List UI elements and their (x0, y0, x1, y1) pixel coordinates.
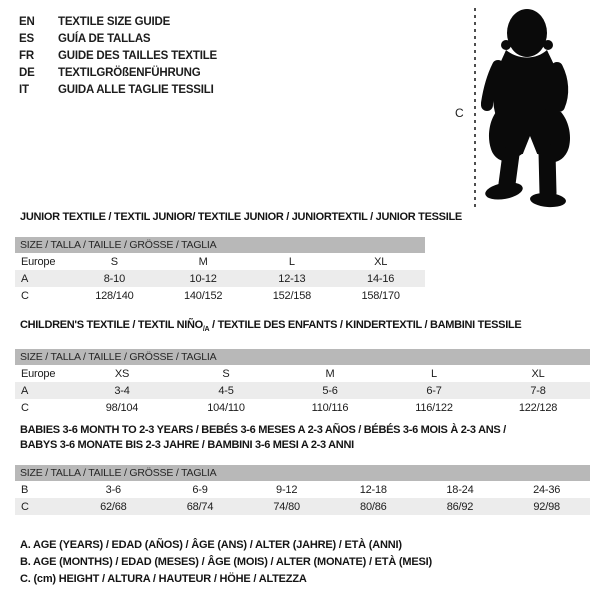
size-cell: 12-13 (248, 270, 337, 287)
legend-note-line: C. (cm) HEIGHT / ALTURA / HAUTEUR / HÖHE / ALTEZZA (20, 573, 307, 585)
table-row (15, 498, 590, 515)
row-label: Europe (21, 255, 56, 268)
height-measure-dotted-line (474, 8, 476, 208)
junior-textile-table (15, 237, 425, 304)
size-cell: L (431, 367, 437, 380)
language-code: IT (19, 83, 29, 96)
language-label: TEXTILE SIZE GUIDE (58, 15, 171, 28)
size-cell: XS (114, 367, 130, 380)
size-cell: 8-10 (70, 270, 159, 287)
row-label: A (15, 270, 70, 287)
size-cell: 110/116 (311, 401, 349, 414)
size-cell: 3-4 (70, 382, 174, 399)
table-row (15, 481, 590, 498)
row-label: C (21, 401, 29, 414)
table-row (15, 270, 425, 287)
size-cell: 5-6 (278, 382, 382, 399)
language-label: GUIDA ALLE TAGLIE TESSILI (58, 83, 214, 96)
size-cell: 14-16 (336, 270, 425, 287)
size-cell: 12-18 (359, 483, 387, 496)
table-row (15, 287, 425, 304)
size-cell: 3-6 (105, 483, 121, 496)
language-row (19, 30, 217, 47)
children-textile-title: CHILDREN'S TEXTILE / TEXTIL $NIÑO_{/A}$ / TEXTILE DES ENFANTS / KINDERTEXTIL / BAMBINI TESSILE (20, 319, 522, 334)
row-label: C (15, 498, 70, 515)
size-cell: 18-24 (446, 483, 474, 496)
size-cell: M (198, 255, 208, 268)
row-label: Europe (21, 367, 56, 380)
size-cell: 122/128 (518, 401, 558, 414)
size-cell: 92/98 (503, 498, 590, 515)
language-row (19, 81, 217, 98)
size-cell: 9-12 (276, 483, 298, 496)
children-textile-section (15, 318, 590, 416)
size-cell: M (325, 367, 335, 380)
row-label: C (21, 289, 29, 302)
size-cell: 140/152 (183, 289, 223, 302)
height-measure-label: C (455, 106, 464, 120)
size-cell: 7-8 (486, 382, 590, 399)
size-header-band: SIZE / TALLA / TAILLE / GRÖSSE / TAGLIA (15, 465, 590, 481)
language-row (19, 13, 217, 30)
size-cell: 74/80 (243, 498, 330, 515)
legend-note-line: B. AGE (MONTHS) / EDAD (MESES) / ÂGE (MOIS) / ALTER (MONATE) / ETÀ (MESI) (20, 556, 432, 568)
size-cell: 158/170 (361, 289, 400, 302)
language-label: GUÍA DE TALLAS (58, 32, 151, 45)
size-cell: 104/110 (207, 401, 245, 414)
table-row (15, 253, 425, 270)
size-header-band: SIZE / TALLA / TAILLE / GRÖSSE / TAGLIA (15, 237, 425, 253)
size-cell: 98/104 (105, 401, 139, 414)
legend-note-line: A. AGE (YEARS) / EDAD (AÑOS) / ÂGE (ANS) / ALTER (JAHRE) / ETÀ (ANNI) (20, 539, 402, 551)
children-textile-table (15, 349, 590, 416)
size-cell: 24-36 (533, 483, 561, 496)
language-row (19, 47, 217, 64)
toddler-silhouette-image (478, 4, 600, 212)
size-header-band: SIZE / TALLA / TAILLE / GRÖSSE / TAGLIA (15, 349, 590, 365)
size-cell: L (288, 255, 295, 268)
junior-textile-section (15, 210, 462, 304)
table-row (15, 365, 590, 382)
size-cell: S (110, 255, 118, 268)
size-cell: 68/74 (157, 498, 244, 515)
junior-textile-title: JUNIOR TEXTILE / TEXTIL JUNIOR/ TEXTILE JUNIOR / JUNIORTEXTIL / JUNIOR TESSILE (20, 211, 462, 223)
language-label: GUIDE DES TAILLES TEXTILE (58, 49, 217, 62)
language-row (19, 64, 217, 81)
legend-notes (20, 537, 432, 588)
size-cell: 80/86 (330, 498, 417, 515)
size-cell: 62/68 (70, 498, 157, 515)
language-code: ES (19, 32, 34, 45)
size-cell: 6-7 (382, 382, 486, 399)
size-cell: 10-12 (159, 270, 248, 287)
table-row (15, 399, 590, 416)
row-label: B (21, 483, 29, 496)
babies-textile-table (15, 465, 590, 515)
size-cell: 6-9 (192, 483, 208, 496)
row-label: A (15, 382, 70, 399)
table-row (15, 382, 590, 399)
babies-textile-title: BABIES 3-6 MONTH TO 2-3 YEARS / BEBÉS 3-6 MESES A 2-3 AÑOS / BÉBÉS 3-6 MOIS À 2-3 ANS / BABYS 3-6 MONATE BIS 2-3 JAHRE / BAMBINI 3-6 MESI A 2-3 ANNI (20, 424, 506, 451)
language-code: DE (19, 66, 35, 79)
language-label: TEXTILGRÖßENFÜHRUNG (58, 66, 201, 79)
size-cell: 4-5 (174, 382, 278, 399)
language-code: EN (19, 15, 35, 28)
size-cell: 128/140 (95, 289, 134, 302)
babies-textile-section (15, 423, 590, 515)
size-cell: XL (374, 255, 388, 268)
size-cell: 86/92 (417, 498, 504, 515)
size-cell: S (222, 367, 230, 380)
language-code: FR (19, 49, 34, 62)
language-list (19, 13, 217, 98)
size-cell: 116/122 (415, 401, 453, 414)
size-cell: 152/158 (272, 289, 312, 302)
size-cell: XL (531, 367, 545, 380)
